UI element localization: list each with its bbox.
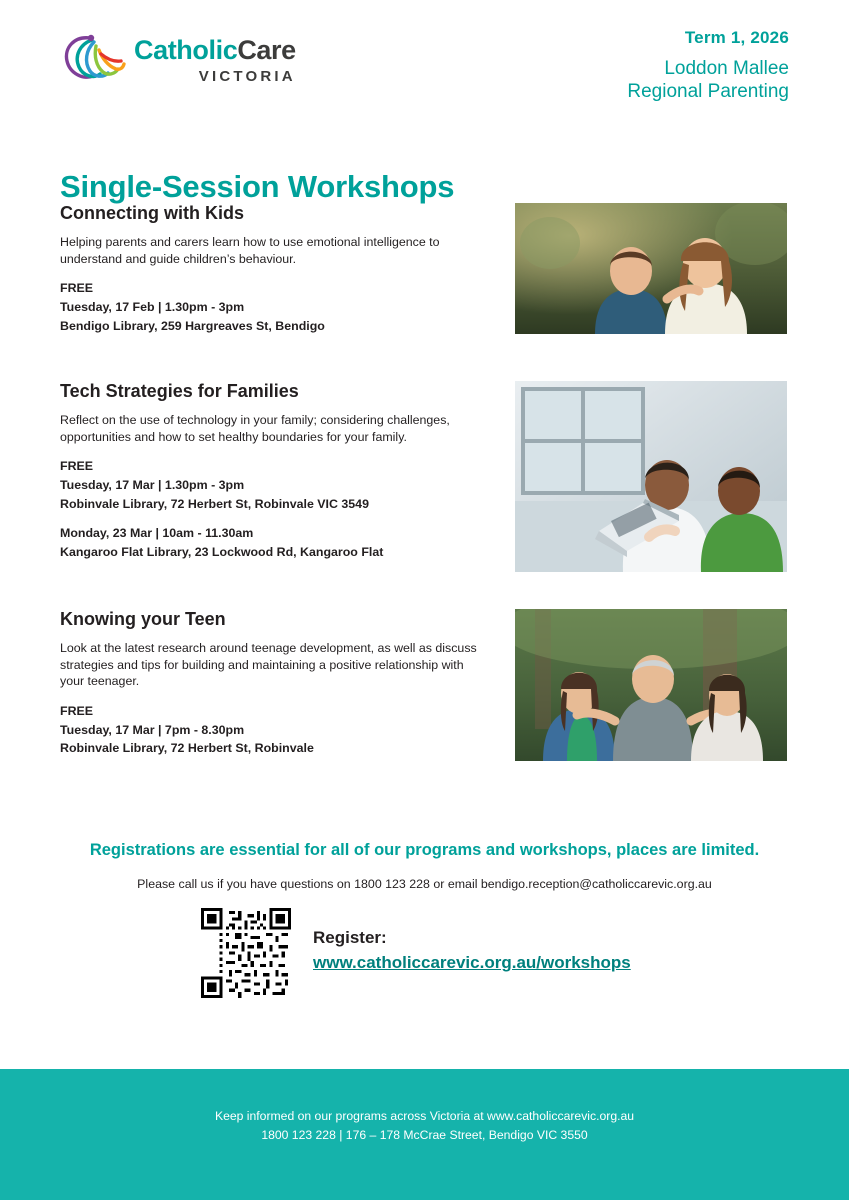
footer-line-1: Keep informed on our programs across Victoria at www.catholiccarevic.org.au: [214, 1109, 635, 1123]
workshop-session-time-2: Monday, 23 Mar | 10am - 11.30am: [60, 526, 254, 541]
workshop-session-time: Tuesday, 17 Mar | 1.30pm - 3pm: [60, 478, 245, 493]
page-title: Single-Session Workshops: [60, 168, 455, 204]
workshop-session-time: Tuesday, 17 Feb | 1.30pm - 3pm: [60, 300, 245, 315]
workshop-session-time: Tuesday, 17 Mar | 7pm - 8.30pm: [60, 722, 245, 737]
workshop-price: FREE: [60, 459, 94, 474]
workshop-description: Reflect on the use of technology in your family; considering challenges, opportunities and how to set healthy boundaries for your family.: [60, 413, 450, 444]
term-label: Term 1, 2026: [684, 28, 789, 47]
workshop-item: [60, 203, 500, 335]
workshop-title: Connecting with Kids: [60, 203, 244, 223]
workshop-session-venue: Robinvale Library, 72 Herbert St, Robinvale: [60, 741, 314, 756]
workshop-description: Helping parents and carers learn how to use emotional intelligence to understand and guide children’s behaviour.: [60, 235, 440, 266]
workshop-photo: [515, 203, 787, 334]
registration-headline: Registrations are essential for all of our programs and workshops, places are limited.: [89, 841, 760, 859]
register-link[interactable]: www.catholiccarevic.org.au/workshops: [313, 953, 631, 972]
brand-logo: [60, 28, 296, 94]
page-footer: [0, 1069, 849, 1200]
qr-code[interactable]: [201, 908, 291, 998]
brand-name-secondary: Care: [237, 35, 296, 65]
workshop-title: Tech Strategies for Families: [60, 381, 299, 401]
workshop-photo: [515, 381, 787, 572]
workshop-item: [60, 609, 500, 758]
footer-line-2: 1800 123 228 | 176 – 178 McCrae Street, Bendigo VIC 3550: [261, 1127, 588, 1142]
region-line-2: Regional Parenting: [627, 80, 789, 102]
register-label: Register:: [313, 928, 387, 947]
workshop-session-venue-2: Kangaroo Flat Library, 23 Lockwood Rd, Kangaroo Flat: [60, 544, 384, 559]
workshop-session-venue: Bendigo Library, 259 Hargreaves St, Bendigo: [60, 318, 325, 333]
register-block: [313, 928, 631, 973]
workshop-price: FREE: [60, 281, 94, 296]
workshop-item: [60, 381, 500, 562]
brand-name-primary: Catholic: [134, 35, 238, 65]
workshop-session-venue: Robinvale Library, 72 Herbert St, Robinvale VIC 3549: [60, 496, 369, 511]
workshop-description: Look at the latest research around teenage development, as well as discuss strategies and tips for building and maintaining a positive relationship with your teenager.: [60, 641, 477, 689]
header-meta: [627, 28, 789, 104]
workshop-title: Knowing your Teen: [60, 609, 226, 629]
brand-subtitle: VICTORIA: [198, 68, 296, 85]
region-line-1: Loddon Mallee: [664, 58, 789, 79]
page-header: [0, 0, 849, 128]
registration-contact-line: Please call us if you have questions on 1800 123 228 or email bendigo.reception@catholiccarevic.org.au: [137, 877, 712, 891]
catholiccare-butterfly-logo: [60, 28, 126, 94]
workshop-price: FREE: [60, 704, 94, 719]
workshop-photo: [515, 609, 787, 761]
brand-wordmark: [134, 37, 296, 85]
